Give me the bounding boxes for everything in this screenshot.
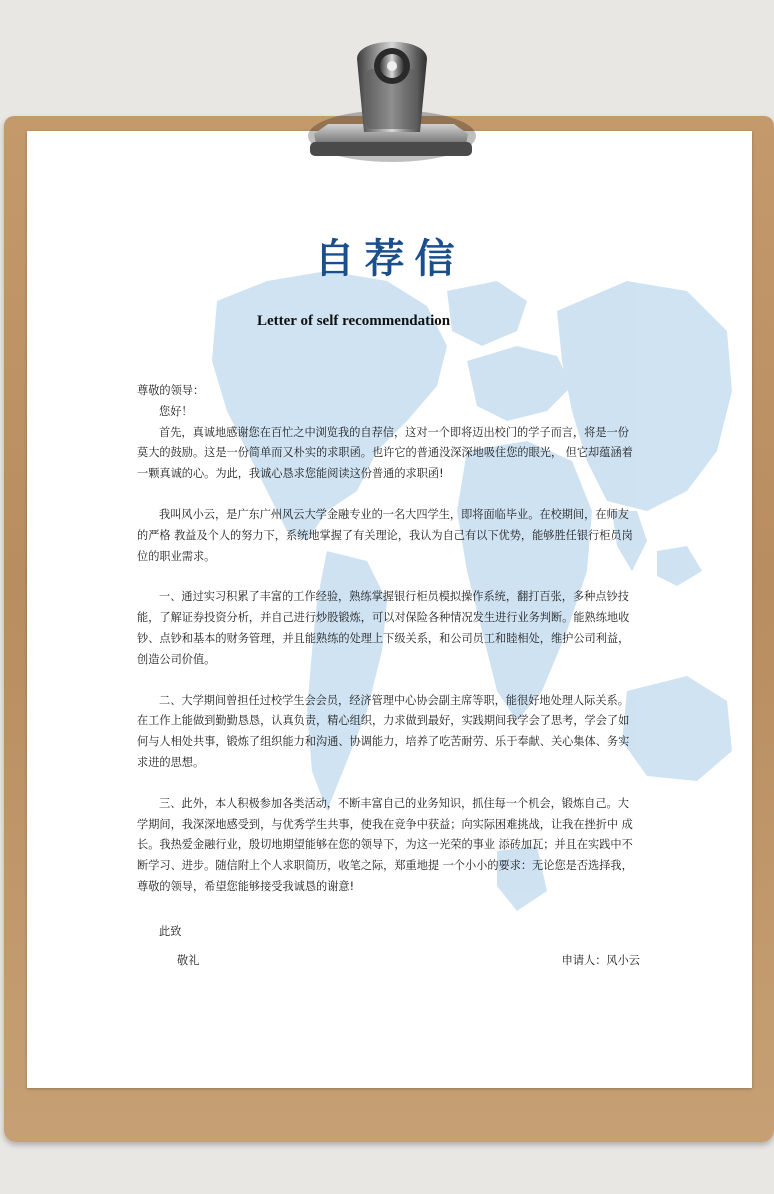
- regards: 敬礼: [177, 953, 200, 967]
- letter-paper: [27, 131, 752, 1088]
- closing: 此致: [159, 924, 182, 938]
- paragraph-intro: 首先，真诚地感谢您在百忙之中浏览我的自荐信，这对一个即将迈出校门的学子而言，将是一份莫大的鼓励。这是一份简单而又朴实的求职函。也许它的普通没深深地吸住您的眼光， 但它却蕴涵着一颗真诚的心。为此，我诚心恳求您能阅读这份普通的求职函!: [137, 425, 633, 481]
- page-title: 自荐信: [314, 235, 465, 282]
- salutation: 尊敬的领导：: [137, 384, 205, 397]
- paragraph-strength-1: 一、通过实习积累了丰富的工作经验，熟练掌握银行柜员模拟操作系统，翻打百张，多种点钞技能，了解证券投资分析，并自己进行炒股锻炼，可以对保险各种情况发生进行业务判断。能熟练地收钞、点钞和基本的财务管理，并且能熟练的处理上下级关系，和公司员工和睦相处，维护公司利益，创造公司价值。: [137, 590, 630, 666]
- binder-clip-icon: [302, 24, 478, 174]
- greeting: 您好！: [159, 404, 193, 418]
- letter-body: [137, 381, 640, 971]
- page-subtitle: Letter of self recommendation: [257, 313, 451, 329]
- paragraph-self-intro: 我叫风小云，是广东广州风云大学金融专业的一名大四学生，即将面临毕业。在校期间，在师友的严格 教益及个人的努力下，系统地掌握了有关理论，我认为自己有以下优势，能够胜任银行柜员岗位的职业需求。: [137, 507, 633, 563]
- paragraph-strength-3: 三、此外，本人积极参加各类活动，不断丰富自己的业务知识，抓住每一个机会，锻炼自己。大学期间，我深深地感受到，与优秀学生共事，使我在竞争中获益；向实际困难挑战，让我在挫折中 成长。我热爱金融行业，殷切地期望能够在您的领导下，为这一光荣的事业 添砖加瓦；并且在实践中不断学习、进步。随信附上个人求职简历，收笔之际，郑重地提 一个小小的要求：无论您是否选择我，尊敬的领导，希望您能够接受我诚恳的谢意!: [137, 796, 633, 893]
- signature-row: [137, 951, 640, 972]
- paragraph-strength-2: 二、大学期间曾担任过校学生会会员，经济管理中心协会副主席等职，能很好地处理人际关系。在工作上能做到勤勤恳恳，认真负责，精心组织，力求做到最好，实践期间我学会了思考，学会了如何与人相处共事，锻炼了组织能力和沟通、协调能力，培养了吃苦耐劳、乐于奉献、关心集体、务实求进的思想。: [137, 693, 630, 769]
- signature: 申请人：风小云: [561, 953, 640, 967]
